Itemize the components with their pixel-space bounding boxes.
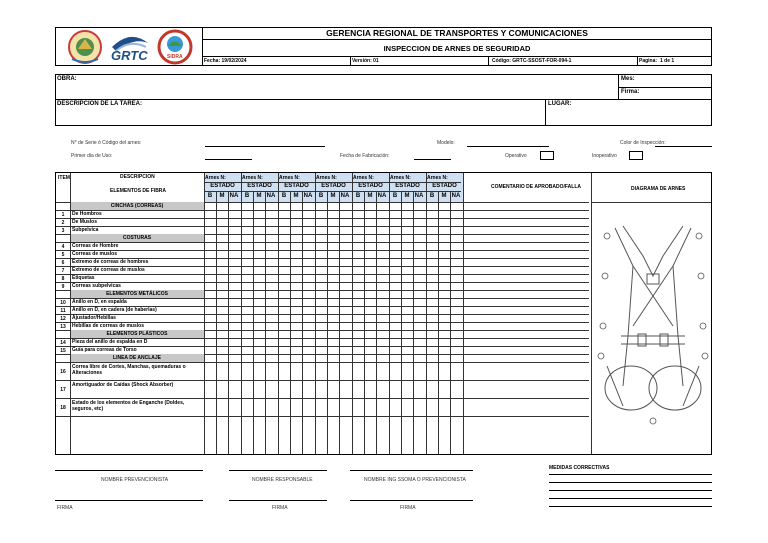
row-label: Estado de los elementos de Enganche (Doldes, seguros, etc)	[72, 400, 185, 412]
section-label: CINCHAS (CORREAS)	[110, 203, 164, 209]
row-label: Extremo de correas de muslos	[72, 267, 145, 273]
row-label: De Hombros	[72, 211, 102, 217]
estado-header-7: ESTADO	[432, 183, 457, 189]
row-label: Hebillas de correas de muslos	[72, 323, 144, 329]
sidra-logo	[157, 29, 193, 65]
row-number: 4	[61, 244, 65, 250]
table-row	[56, 416, 589, 417]
header-codigo: Código: GRTC-SSOST-FOR-094-1	[492, 58, 572, 64]
serie-label: N° de Serie ó Código del arnes:	[71, 140, 142, 146]
nombre-ing-ssoma: NOMBRE ING SSOMA O PREVENCIONISTA	[364, 477, 466, 483]
operativo-label: Operativo	[505, 153, 527, 159]
comentario-header: COMENTARIO DE APROBADO/FALLA	[491, 184, 581, 190]
sub-header-b: B	[244, 193, 250, 199]
sub-header-na: NA	[303, 193, 313, 199]
arnes-header-5: Arnes N:	[353, 175, 374, 181]
section-label: ELEMENTOS METÁLICOS	[106, 291, 168, 297]
operativo-checkbox[interactable]	[540, 151, 554, 160]
info-box	[55, 74, 712, 126]
mes-label: Mes:	[621, 76, 635, 82]
estado-header-3: ESTADO	[284, 183, 309, 189]
row-label: Extremo de correas de hombres	[72, 259, 149, 265]
elementos-header: ELEMENTOS DE FIBRA	[110, 188, 167, 194]
sub-header-m: M	[219, 193, 225, 199]
firma-2: FIRMA	[272, 505, 288, 511]
section-label: COSTURAS	[122, 235, 152, 241]
sub-header-m: M	[293, 193, 299, 199]
row-number: 11	[60, 308, 66, 314]
descripcion-header: DESCRIPCION	[120, 174, 155, 180]
sub-header-m: M	[441, 193, 447, 199]
header-pagina-value: 1 de 1	[660, 58, 675, 64]
estado-header-5: ESTADO	[358, 183, 383, 189]
medidas-correctivas: MEDIDAS CORRECTIVAS	[549, 465, 610, 471]
obra-label: OBRA:	[57, 76, 77, 82]
row-label: Anillo en D, en espalda	[72, 299, 127, 305]
sub-header-m: M	[330, 193, 336, 199]
row-number: 17	[60, 387, 66, 393]
firma-label: Firma:	[621, 89, 640, 95]
sub-header-b: B	[392, 193, 398, 199]
sub-header-m: M	[404, 193, 410, 199]
sub-header-b: B	[355, 193, 361, 199]
firma-3: FIRMA	[400, 505, 416, 511]
estado-header-1: ESTADO	[210, 183, 235, 189]
row-number: 18	[60, 405, 66, 411]
lugar-label: LUGAR:	[548, 101, 572, 107]
arnes-header-4: Arnes N:	[316, 175, 337, 181]
header-title-1: GERENCIA REGIONAL DE TRANSPORTES Y COMUNICACIONES	[326, 28, 588, 38]
row-number: 14	[60, 340, 66, 346]
row-number: 1	[61, 212, 65, 218]
row-number: 9	[61, 284, 65, 290]
arnes-header-3: Arnes N:	[279, 175, 300, 181]
table-row	[56, 398, 589, 399]
item-header: ITEM	[58, 175, 70, 181]
row-label: Correa libre de Cortes, Manchas, quemaduras o Alteraciones	[72, 364, 186, 376]
arnes-header-2: Arnes N:	[242, 175, 263, 181]
sub-header-na: NA	[340, 193, 350, 199]
fabricacion-label: Fecha de Fabricación:	[340, 153, 390, 159]
row-label: Amortiguador de Caídas (Shock Absorber)	[72, 382, 174, 388]
harness-diagram	[593, 216, 713, 446]
sub-header-b: B	[281, 193, 287, 199]
table-row	[56, 362, 589, 363]
inoperativo-checkbox[interactable]	[629, 151, 643, 160]
inspection-table	[55, 172, 712, 455]
estado-header-2: ESTADO	[247, 183, 272, 189]
firma-1: FIRMA	[57, 505, 73, 511]
sub-header-na: NA	[266, 193, 276, 199]
row-label: Correas de Hombre	[72, 243, 119, 249]
row-number: 8	[61, 276, 65, 282]
row-number: 16	[60, 369, 66, 375]
row-number: 12	[60, 316, 66, 322]
header-pagina-label: Pagina:	[639, 58, 658, 64]
header-title-2: INSPECCION DE ARNES DE SEGURIDAD	[383, 44, 531, 53]
row-label: Pieza del anillo de espalda en D	[72, 339, 148, 345]
row-label: Etiquetas	[72, 275, 95, 281]
nombre-prevencionista: NOMBRE PREVENCIONISTA	[101, 477, 169, 483]
row-number: 5	[61, 252, 65, 258]
emblem-logo	[66, 29, 104, 65]
row-label: Subpelvica	[72, 227, 99, 233]
arnes-header-7: Arnes N:	[427, 175, 448, 181]
sub-header-na: NA	[377, 193, 387, 199]
row-label: Ajustador/Hebillas	[72, 315, 116, 321]
row-label: Anillo en D, en cadera (de haberlas)	[72, 307, 157, 313]
arnes-header-6: Arnes N:	[390, 175, 411, 181]
modelo-label: Modelo:	[437, 140, 455, 146]
header-fecha: Fecha: 19/02/2024	[204, 58, 247, 64]
row-number: 6	[61, 260, 65, 266]
diagrama-header: DIAGRAMA DE ARNES	[631, 186, 686, 192]
arnes-header-1: Arnes N:	[205, 175, 226, 181]
descripcion-label: DESCRIPCION DE LA TAREA:	[57, 101, 143, 107]
row-number: 3	[61, 228, 65, 234]
sidra-logo-text: SIDRA	[167, 54, 183, 60]
section-label: ELEMENTOS PLÁSTICOS	[106, 331, 168, 337]
sub-header-na: NA	[451, 193, 461, 199]
sub-header-b: B	[429, 193, 435, 199]
color-label: Color de Inspección:	[620, 140, 666, 146]
header-version: Versión: 01	[352, 58, 379, 64]
row-number: 7	[61, 268, 65, 274]
sub-header-m: M	[256, 193, 262, 199]
section-label: LINEA DE ANCLAJE	[113, 355, 161, 361]
estado-header-6: ESTADO	[395, 183, 420, 189]
row-label: Correas de muslos	[72, 251, 118, 257]
row-number: 13	[60, 324, 66, 330]
row-label: Guía para correas de Torso	[72, 347, 137, 353]
row-label: De Muslos	[72, 219, 98, 225]
table-row	[56, 380, 589, 381]
row-number: 15	[60, 348, 66, 354]
row-number: 2	[61, 220, 65, 226]
sub-header-b: B	[207, 193, 213, 199]
inoperativo-label: Inoperativo	[592, 153, 617, 159]
estado-header-4: ESTADO	[321, 183, 346, 189]
grtc-logo	[108, 29, 152, 65]
sub-header-na: NA	[229, 193, 239, 199]
row-label: Correas subpelvicas	[72, 283, 121, 289]
row-number: 10	[60, 300, 66, 306]
grtc-logo-text: GRTC	[111, 48, 148, 63]
sub-header-m: M	[367, 193, 373, 199]
sub-header-b: B	[318, 193, 324, 199]
sub-header-na: NA	[414, 193, 424, 199]
nombre-responsable: NOMBRE RESPONSABLE	[252, 477, 313, 483]
primer-uso-label: Primer dia de Uso:	[71, 153, 113, 159]
